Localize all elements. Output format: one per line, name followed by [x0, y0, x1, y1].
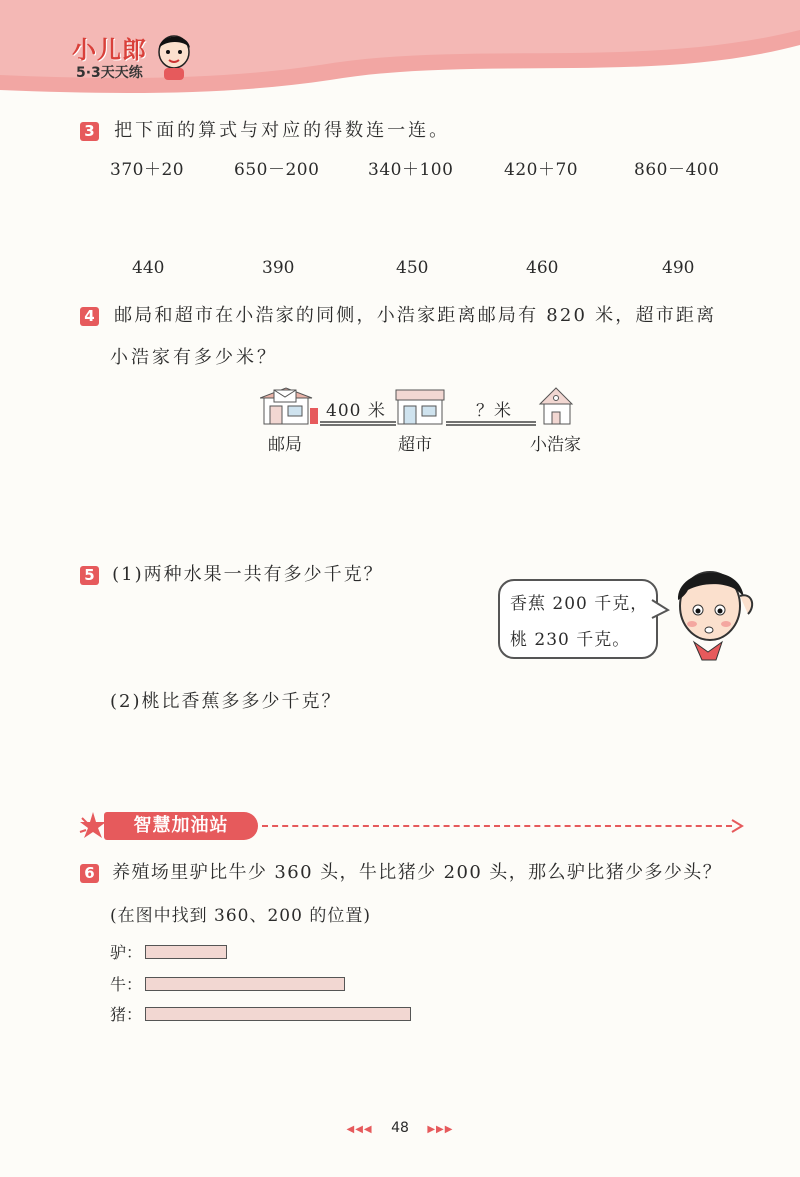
- equation[interactable]: 650－200: [234, 160, 320, 180]
- bar-donkey: [145, 945, 227, 959]
- section-divider: [262, 825, 732, 827]
- question-5-part2: (2)桃比香蕉多多少千克？: [110, 691, 342, 712]
- house-icon: [540, 388, 572, 424]
- bubble-line-1: 香蕉 200 千克，: [510, 594, 649, 614]
- page-number: 48: [391, 1120, 409, 1136]
- boy-thinking-icon: [662, 556, 762, 664]
- question-3-text: 把下面的算式与对应的得数连一连。: [114, 120, 451, 141]
- answer-value[interactable]: 490: [662, 258, 695, 278]
- bar-label-cow: 牛：: [110, 975, 143, 994]
- answer-value[interactable]: 450: [396, 258, 429, 278]
- question-number-badge: 3: [80, 122, 99, 141]
- equation[interactable]: 420＋70: [504, 160, 579, 180]
- section-banner: 智慧加油站: [104, 812, 258, 840]
- question-5-part1: (1)两种水果一共有多少千克？: [112, 564, 384, 585]
- bar-cow: [145, 977, 345, 991]
- logo-title: 小儿郎: [72, 36, 147, 64]
- prev-triangles-icon: ◀◀◀: [346, 1124, 373, 1135]
- equation[interactable]: 370＋20: [110, 160, 185, 180]
- question-5-heading: [80, 560, 384, 586]
- arrow-right-icon: [730, 818, 746, 834]
- logo-boy-icon: [152, 30, 196, 82]
- answer-value[interactable]: 440: [132, 258, 165, 278]
- question-4-line2: 小浩家有多少米？: [110, 347, 278, 368]
- distance-diagram: [260, 384, 580, 434]
- page-footer: [0, 1120, 800, 1136]
- segment-label-400: 400 米: [326, 401, 386, 421]
- supermarket-icon: [396, 390, 444, 424]
- question-number-badge: 6: [80, 864, 99, 883]
- answer-value[interactable]: 390: [262, 258, 295, 278]
- question-3-heading: [80, 116, 450, 142]
- bar-pig: [145, 1007, 411, 1021]
- post-office-icon: [260, 388, 318, 424]
- equation[interactable]: 860－400: [634, 160, 720, 180]
- bar-label-donkey: 驴：: [110, 943, 143, 962]
- segment-label-unknown: ？米: [476, 401, 512, 421]
- question-number-badge: 4: [80, 307, 99, 326]
- bar-label-pig: 猪：: [110, 1005, 143, 1024]
- label-supermarket: 超市: [398, 435, 432, 455]
- equation[interactable]: 340＋100: [368, 160, 454, 180]
- label-post-office: 邮局: [268, 435, 302, 455]
- question-4-heading: [80, 301, 716, 327]
- question-6-text: 养殖场里驴比牛少 360 头，牛比猪少 200 头，那么驴比猪少多少头？: [112, 862, 723, 883]
- question-6-heading: [80, 858, 722, 884]
- answer-value[interactable]: 460: [526, 258, 559, 278]
- logo-subtitle: 5·3天天练: [76, 65, 143, 81]
- speech-bubble: [498, 579, 658, 659]
- question-number-badge: 5: [80, 566, 99, 585]
- question-6-hint: (在图中找到 360、200 的位置): [110, 906, 371, 926]
- label-home: 小浩家: [530, 435, 581, 455]
- question-4-line1: 邮局和超市在小浩家的同侧，小浩家距离邮局有 820 米，超市距离: [114, 305, 717, 326]
- bubble-line-2: 桃 230 千克。: [510, 630, 631, 650]
- next-triangles-icon: ▶▶▶: [427, 1124, 454, 1135]
